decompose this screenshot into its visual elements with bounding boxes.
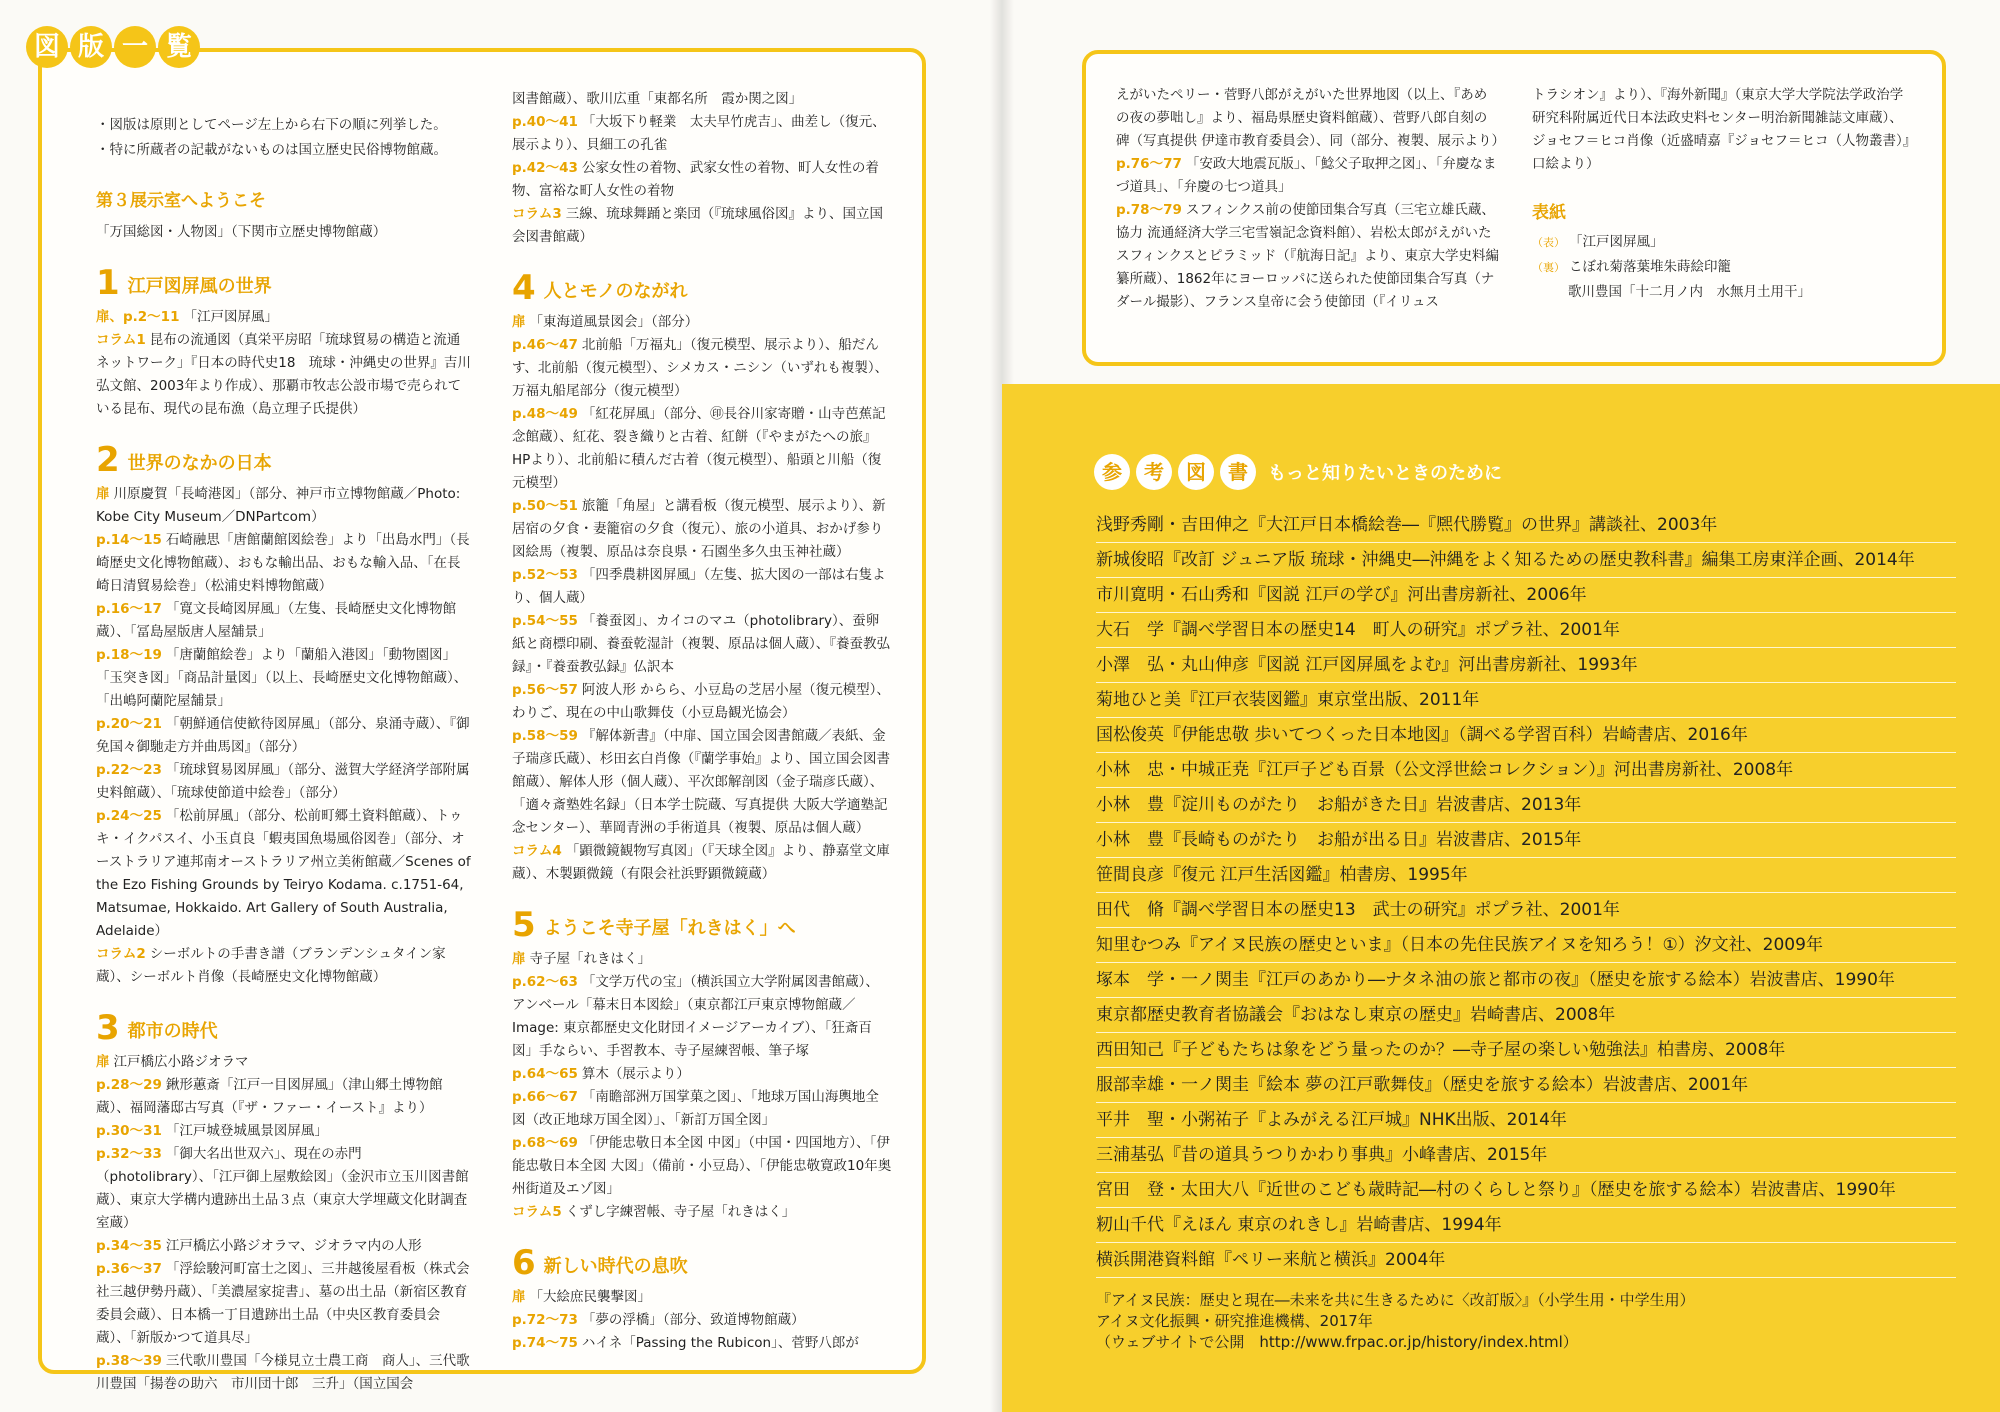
- col-c-entries: [1116, 84, 1506, 314]
- bibliography-item: 小林 忠・中城正尭『江戸子ども百景（公文浮世絵コレクション）』河出書房新社、2008年: [1096, 753, 1956, 788]
- page-ref: p.30～31: [96, 1123, 162, 1139]
- entry-text: ハイネ「Passing the Rubicon」、菅野八郎が: [581, 1335, 859, 1351]
- entry: [96, 1235, 472, 1258]
- section-title: 世界のなかの日本: [127, 453, 272, 474]
- note: ・図版は原則としてページ左上から右下の順に列挙した。: [96, 117, 447, 133]
- entry: [512, 725, 892, 840]
- cover-tag: （裏）: [1532, 261, 1565, 274]
- note: ・特に所蔵者の記載がないものは国立歴史民俗博物館蔵。: [96, 142, 447, 158]
- title-char: 覧: [158, 26, 200, 68]
- entry: [512, 1309, 892, 1332]
- entry: [96, 943, 472, 989]
- entry-text: 「御大名出世双六」、現在の赤門（photolibrary）、「江戸御上屋敷絵図」（金沢市立玉川図書館蔵）、東京大学構内遺跡出土品３点（東京大学埋蔵文化財調査室蔵）: [96, 1146, 469, 1231]
- illustration-list-title: [26, 26, 200, 68]
- page-ref: p.34～35: [96, 1238, 162, 1254]
- entry: [512, 1132, 892, 1201]
- title-char: 書: [1220, 454, 1256, 490]
- bibliography-item: 東京都歴史教育者協議会『おはなし東京の歴史』岩崎書店、2008年: [1096, 998, 1956, 1033]
- entry-text: 「文学万代の宝」（横浜国立大学附属図書館蔵）、アンベール「幕末日本図絵」（東京都江戸東京博物館蔵／Image: 東京都歴史文化財団イメージアーカイブ）、「狂斎百図」手ならい、手習教本、寺子屋練習帳、筆子塚: [512, 974, 879, 1059]
- section-title: 人とモノのながれ: [543, 281, 688, 302]
- entry-text: 「顕微鏡観物写真図」（『天球全図』より、静嘉堂文庫蔵）、木製顕微鏡（有限会社浜野顕微鏡蔵）: [512, 843, 890, 882]
- page-ref: p.32～33: [96, 1146, 162, 1162]
- entry: [96, 598, 472, 644]
- entry-text: 「江戸図屏風」: [183, 309, 278, 325]
- page-ref: p.68～69: [512, 1135, 578, 1151]
- page-ref: コラム1: [96, 332, 146, 348]
- section-number: 3: [96, 1008, 120, 1048]
- entry: [96, 1258, 472, 1350]
- col-a-sections: [96, 263, 472, 1396]
- page-ref: p.62～63: [512, 974, 578, 990]
- entry-text: 「寛文長崎図屏風」（左隻、長崎歴史文化博物館蔵）、「冨島屋版唐人屋舗景」: [96, 601, 457, 640]
- entry: [1116, 153, 1500, 199]
- section-heading: [512, 905, 892, 945]
- entry: [512, 840, 892, 886]
- section-heading: [512, 268, 892, 308]
- entry-text: 「安政大地震瓦版」、「鯰父子取押之図」、「弁慶なまづ道具」、「弁慶の七つ道具」: [1116, 156, 1497, 195]
- section-heading: [512, 1243, 892, 1283]
- entry-text: スフィンクス前の使節団集合写真（三宅立雄氏蔵、協力 流通経済大学三宅雪嶺記念資料館）、岩松太郎がえがいたスフィンクスとピラミッド（『航海日記』より、東京大学史料編纂所蔵）、1862年にヨーロッパに送られた使節団集合写真（ナダール撮影）、フランス皇帝に会う使節団（『イリュス: [1116, 202, 1499, 310]
- entry: [96, 1143, 472, 1235]
- entry: [96, 1120, 472, 1143]
- page-ref: p.14～15: [96, 532, 162, 548]
- cover-item: [1532, 281, 1912, 304]
- page-ref: コラム2: [96, 946, 146, 962]
- entry: [512, 1286, 892, 1309]
- page-ref: p.78～79: [1116, 202, 1182, 218]
- page-ref: 扉、p.2～11: [96, 309, 180, 325]
- entry-text: 「朝鮮通信使歓待図屏風」（部分、泉涌寺蔵）、『御免国々御馳走方并曲馬図』（部分）: [96, 716, 470, 755]
- column-c: [1116, 84, 1506, 314]
- column-d: [1532, 84, 1912, 306]
- bibliography-item: 宮田 登・太田大八『近世のこども歳時記―村のくらしと祭り』（歴史を旅する絵本）岩波書店、1990年: [1096, 1173, 1956, 1208]
- cover-items: [1532, 231, 1912, 304]
- col-b-sections: [512, 268, 892, 1355]
- page-ref: p.38～39: [96, 1353, 162, 1369]
- entry: [512, 203, 892, 249]
- section-heading: [96, 263, 472, 303]
- title-char: 版: [70, 26, 112, 68]
- entry-text: 昆布の流通図（真栄平房昭「琉球貿易の構造と流通ネットワーク」『日本の時代史18 琉球・沖縄史の世界』吉川弘文館、2003年より作成）、那覇市牧志公設市場で売られている昆布、現代の昆布漁（島立理子氏提供）: [96, 332, 471, 417]
- entry-text: 寺子屋「れきはく」: [529, 951, 651, 967]
- entry: [96, 644, 472, 713]
- entry: [1116, 199, 1500, 314]
- entry-text: 江戸橋広小路ジオラマ: [113, 1054, 249, 1070]
- entry-text: 「琉球貿易図屏風」（部分、滋賀大学経済学部附属史料館蔵）、「琉球使節道中絵巻」（部分）: [96, 762, 470, 801]
- page-ref: p.16～17: [96, 601, 162, 617]
- entry-text: 「養蚕図」、カイコのマユ（photolibrary）、蚕卵紙と商標印刷、養蚕乾湿計（複製、原品は個人蔵）、『養蚕教弘録』・『養蚕教弘録』仏訳本: [512, 613, 890, 675]
- section-title: 新しい時代の息吹: [543, 1256, 688, 1277]
- bibliography-last-item: [1096, 1290, 1956, 1353]
- entry-text: 北前船「万福丸」（復元模型、展示より）、船だんす、北前船（復元模型）、シメカス・ニシン（いずれも複製）、万福丸船尾部分（復元模型）: [512, 337, 889, 399]
- page-ref: p.50～51: [512, 498, 578, 514]
- bibliography-item: 市川寛明・石山秀和『図説 江戸の学び』河出書房新社、2006年: [1096, 578, 1956, 613]
- entry: [96, 759, 472, 805]
- bibliography-item: 横浜開港資料館『ペリー来航と横浜』2004年: [1096, 1243, 1956, 1278]
- page-ref: 扉: [512, 1289, 526, 1305]
- entry-text: 阿波人形 からら、小豆島の芝居小屋（復元模型）、わりご、現在の中山歌舞伎（小豆島観光協会）: [512, 682, 890, 721]
- entry: [1532, 84, 1912, 176]
- section-title: 都市の時代: [127, 1021, 218, 1042]
- page-ref: p.18～19: [96, 647, 162, 663]
- entry-text: 「伊能忠敬日本全図 中図」（中国・四国地方）、「伊能忠敬日本全図 大図」（備前・小豆島）、「伊能忠敬寛政10年奥州街道及エゾ図」: [512, 1135, 892, 1197]
- page-ref: p.48～49: [512, 406, 578, 422]
- entry: [512, 334, 892, 403]
- column-a: [96, 114, 472, 1396]
- entry-text: 川原慶賀「長崎港図」（部分、神戸市立博物館蔵／Photo: Kobe City Museum／DNPartcom）: [96, 486, 461, 525]
- entry: [512, 1201, 892, 1224]
- entry-text: 旅籠「角屋」と講看板（復元模型、展示より）、新居宿の夕食・妻籠宿の夕食（復元）、旅の小道具、おかげ参り図絵馬（複製、原品は奈良県・石園坐多久虫玉神社蔵）: [512, 498, 886, 560]
- page-ref: p.46～47: [512, 337, 578, 353]
- entry: [96, 805, 472, 943]
- cover-text: こぼれ菊落葉堆朱蒔絵印籠: [1569, 259, 1731, 275]
- entry-text: 「唐蘭館絵巻」より「蘭船入港図」「動物園図」「玉突き図」「商品計量図」（以上、長崎歴史文化博物館蔵）、「出嶋阿蘭陀屋舗景」: [96, 647, 468, 709]
- entry-text: 『解体新書』（中扉、国立国会図書館蔵／表紙、金子瑞彦氏蔵）、杉田玄白肖像（『蘭学事始』より、国立国会図書館蔵）、解体人形（個人蔵）、平次郎解剖図（金子瑞彦氏蔵）、「適々斎塾姓名録」（日本学士院蔵、写真提供 大阪大学適塾記念センター）、華岡青洲の手術道具（複製、原品は個人蔵）: [512, 728, 890, 836]
- page-ref: p.24～25: [96, 808, 162, 824]
- entry-text: 算木（展示より）: [581, 1066, 690, 1082]
- entry-text: 江戸橋広小路ジオラマ、ジオラマ内の人形: [165, 1238, 422, 1254]
- cover-item: [1532, 256, 1912, 279]
- bibliography-title: [1094, 454, 1502, 490]
- entry-text: トラシオン』より）、『海外新聞』（東京大学大学院法学政治学研究科附属近代日本法政史料センター明治新聞雑誌文庫蔵）、ジョセフ＝ヒコ肖像（近盛晴嘉『ジョセフ＝ヒコ（人物叢書）』口絵より）: [1532, 87, 1910, 172]
- page-ref: p.66～67: [512, 1089, 578, 1105]
- bibliography-list: [1096, 508, 1956, 1278]
- page-ref: p.36～37: [96, 1261, 162, 1277]
- page-ref: p.20～21: [96, 716, 162, 732]
- entry-text: えがいたペリー・菅野八郎がえがいた世界地図（以上、『あめの夜の夢咄し』より、福島県歴史資料館蔵）、菅野八郎自刻の碑（写真提供 伊達市教育委員会）、同（部分、複製、展示より）: [1116, 87, 1506, 149]
- entry: [512, 610, 892, 679]
- page-ref: 扉: [512, 951, 526, 967]
- entry: [96, 483, 472, 529]
- col-d-entries: [1532, 84, 1912, 176]
- entry: [512, 948, 892, 971]
- title-char: 一: [114, 26, 156, 68]
- bib-line: アイヌ文化振興・研究推進機構、2017年: [1096, 1312, 1373, 1330]
- entry: [512, 495, 892, 564]
- entry: [96, 529, 472, 598]
- page-ref: p.52～53: [512, 567, 578, 583]
- cover-text: 「江戸図屏風」: [1569, 234, 1664, 250]
- page-ref: p.28～29: [96, 1077, 162, 1093]
- entry: [512, 1332, 892, 1355]
- page-ref: p.76～77: [1116, 156, 1182, 172]
- entry-text: 「夢の浮橋」（部分、致道博物館蔵）: [581, 1312, 805, 1328]
- intro-text: 「万国総図・人物図」（下関市立歴史博物館蔵）: [96, 224, 387, 240]
- entry-text: 「浮絵駿河町富士之図」、三井越後屋看板（株式会社三越伊勢丹蔵）、「美濃屋家掟書」、墓の出土品（新宿区教育委員会蔵）、日本橋一丁目遺跡出土品（中央区教育委員会蔵）、「新版かつて道具尽」: [96, 1261, 470, 1346]
- entry-text: 三線、琉球舞踊と楽団（『琉球風俗図』より、国立国会図書館蔵）: [512, 206, 884, 245]
- title-char: 図: [1178, 454, 1214, 490]
- entry-text: 公家女性の着物、武家女性の着物、町人女性の着物、富裕な町人女性の着物: [512, 160, 879, 199]
- bibliography-item: 小澤 弘・丸山伸彦『図説 江戸図屏風をよむ』河出書房新社、1993年: [1096, 648, 1956, 683]
- entry: [512, 971, 892, 1063]
- page-ref: p.64～65: [512, 1066, 578, 1082]
- entry: [512, 88, 892, 111]
- section-number: 5: [512, 905, 536, 945]
- entry-text: 「大坂下り軽業 太夫早竹虎吉」、曲差し（復元、展示より）、貝細工の孔雀: [512, 114, 886, 153]
- entry-text: 「松前屏風」（部分、松前町郷土資料館蔵）、トゥキ・イクパスイ、小玉貞良「蝦夷国魚場風俗図巻」（部分、オーストラリア連邦南オーストラリア州立美術館蔵／Scenes of the Ezo Fishing Grounds by Teiryo Kodama. c.1751-64, Matsumae, Hokkaido. Art Gallery of South Australia, Adelaide）: [96, 808, 471, 939]
- entry: [512, 679, 892, 725]
- entry-text: 「南瞻部洲万国掌菓之図」、「地球万国山海輿地全図（改正地球万国全図）」、「新訂万国全図」: [512, 1089, 879, 1128]
- cover-tag: （表）: [1532, 236, 1565, 249]
- entry-text: 鍬形蕙斎「江戸一目図屏風」（津山郷土博物館蔵）、福岡藩邸古写真（『ザ・ファー・イースト』より）: [96, 1077, 443, 1116]
- entry: [512, 564, 892, 610]
- page-ref: 扉: [96, 1054, 110, 1070]
- bibliography-item: 国松俊英『伊能忠敬 歩いてつくった日本地図』（調べる学習百科）岩崎書店、2016年: [1096, 718, 1956, 753]
- column-b: [512, 88, 892, 1355]
- section-number: 6: [512, 1243, 536, 1283]
- section-title: ようこそ寺子屋「れきはく」へ: [543, 918, 796, 939]
- bibliography-item: 籾山千代『えほん 東京のれきし』岩崎書店、1994年: [1096, 1208, 1956, 1243]
- page-ref: p.54～55: [512, 613, 578, 629]
- bibliography-item: 田代 脩『調べ学習日本の歴史13 武士の研究』ポプラ社、2001年: [1096, 893, 1956, 928]
- bibliography-item: 浅野秀剛・吉田伸之『大江戸日本橋絵巻―『熈代勝覧』の世界』講談社、2003年: [1096, 508, 1956, 543]
- section-number: 1: [96, 263, 120, 303]
- entry: [512, 111, 892, 157]
- entry-text: 「大絵庶民襲撃図」: [529, 1289, 651, 1305]
- bibliography-item: 知里むつみ『アイヌ民族の歴史といま』（日本の先住民族アイヌを知ろう！①）汐文社、2009年: [1096, 928, 1956, 963]
- entry-text: 「四季農耕図屏風」（左隻、拡大図の一部は右隻より、個人蔵）: [512, 567, 886, 606]
- cover-item: [1532, 231, 1912, 254]
- title-char: 参: [1094, 454, 1130, 490]
- page-ref: p.58～59: [512, 728, 578, 744]
- page-ref: コラム5: [512, 1204, 562, 1220]
- bib-line: 『アイヌ民族：歴史と現在―未来を共に生きるために〈改訂版〉』（小学生用・中学生用）: [1096, 1291, 1695, 1309]
- entry: [96, 1051, 472, 1074]
- bibliography-item: 小林 豊『長崎ものがたり お船が出る日』岩波書店、2015年: [1096, 823, 1956, 858]
- bibliography-item: 塚本 学・一ノ関圭『江戸のあかり―ナタネ油の旅と都市の夜』（歴史を旅する絵本）岩波書店、1990年: [1096, 963, 1956, 998]
- page-ref: p.40～41: [512, 114, 578, 130]
- page-ref: 扉: [96, 486, 110, 502]
- bib-line: （ウェブサイトで公開 http://www.frpac.or.jp/history/index.html）: [1096, 1333, 1578, 1351]
- entry-text: 石崎融思「唐館蘭館図絵巻」より「出島水門」（長崎歴史文化博物館蔵）、おもな輸出品、おもな輸入品、「在長崎日清貿易絵巻」（松浦史料博物館蔵）: [96, 532, 470, 594]
- entry: [1116, 84, 1506, 153]
- cover-title: 表紙: [1532, 203, 1566, 223]
- page-ref: 扉: [512, 314, 526, 330]
- entry: [512, 311, 892, 334]
- bibliography-item: 服部幸雄・一ノ関圭『絵本 夢の江戸歌舞伎』（歴史を旅する絵本）岩波書店、2001年: [1096, 1068, 1956, 1103]
- entry-text: 「紅花屏風」（部分、㊞長谷川家寄贈・山寺芭蕉記念館蔵）、紅花、裂き織りと古着、紅餅（『やまがたへの旅』HPより）、北前船に積んだ古着（復元模型）、船頭と川船（復元模型）: [512, 406, 886, 491]
- page-ref: コラム3: [512, 206, 562, 222]
- bibliography-item: 大石 学『調べ学習日本の歴史14 町人の研究』ポプラ社、2001年: [1096, 613, 1956, 648]
- bibliography-item: 小林 豊『淀川ものがたり お船がきた日』岩波書店、2013年: [1096, 788, 1956, 823]
- section-title: 江戸図屏風の世界: [127, 276, 272, 297]
- entry: [512, 157, 892, 203]
- entry-text: 「江戸城登城風景図屏風」: [165, 1123, 328, 1139]
- title-char: 図: [26, 26, 68, 68]
- section-number: 2: [96, 440, 120, 480]
- bibliography-item: 菊地ひと美『江戸衣装図鑑』東京堂出版、2011年: [1096, 683, 1956, 718]
- bibliography-item: 西田知己『子どもたちは象をどう量ったのか？―寺子屋の楽しい勉強法』柏書房、2008年: [1096, 1033, 1956, 1068]
- entry-text: 図書館蔵）、歌川広重「東都名所 霞か関之図」: [512, 91, 803, 107]
- entry: [512, 403, 892, 495]
- entry-text: シーボルトの手書き譜（ブランデンシュタイン家蔵）、シーボルト肖像（長崎歴史文化博物館蔵）: [96, 946, 446, 985]
- entry: [96, 306, 472, 329]
- page-ref: p.72～73: [512, 1312, 578, 1328]
- entry: [96, 713, 472, 759]
- section-heading: [96, 1008, 472, 1048]
- cover-text: 歌川豊国「十二月ノ内 水無月土用干」: [1568, 284, 1811, 300]
- intro-title: 第３展示室へようこそ: [96, 191, 266, 211]
- section-number: 4: [512, 268, 536, 308]
- bibliography-item: 新城俊昭『改訂 ジュニア版 琉球・沖縄史―沖縄をよく知るための歴史教科書』編集工房東洋企画、2014年: [1096, 543, 1956, 578]
- title-char: 考: [1136, 454, 1172, 490]
- entry-text: 「東海道風景図会」（部分）: [529, 314, 699, 330]
- bibliography-subtitle: もっと知りたいときのために: [1268, 463, 1502, 484]
- entry: [96, 1350, 472, 1396]
- bibliography-item: 笹間良彦『復元 江戸生活図鑑』柏書房、1995年: [1096, 858, 1956, 893]
- col-b-continuation: [512, 88, 892, 249]
- page-ref: p.42～43: [512, 160, 578, 176]
- page-ref: p.56～57: [512, 682, 578, 698]
- page-ref: p.22～23: [96, 762, 162, 778]
- entry: [96, 329, 472, 421]
- bibliography-item: 平井 聖・小粥祐子『よみがえる江戸城』NHK出版、2014年: [1096, 1103, 1956, 1138]
- entry-text: くずし字練習帳、寺子屋「れきはく」: [565, 1204, 796, 1220]
- bibliography-item: 三浦基弘『昔の道具うつりかわり事典』小峰書店、2015年: [1096, 1138, 1956, 1173]
- section-heading: [96, 440, 472, 480]
- entry: [512, 1086, 892, 1132]
- page-ref: p.74～75: [512, 1335, 578, 1351]
- cover-tag: [1532, 281, 1564, 304]
- entry: [96, 1074, 472, 1120]
- entry-text: 三代歌川豊国「今様見立士農工商 商人」、三代歌川豊国「揚巻の助六 市川団十郎 三升」（国立国会: [96, 1353, 470, 1392]
- page-ref: コラム4: [512, 843, 562, 859]
- entry: [512, 1063, 892, 1086]
